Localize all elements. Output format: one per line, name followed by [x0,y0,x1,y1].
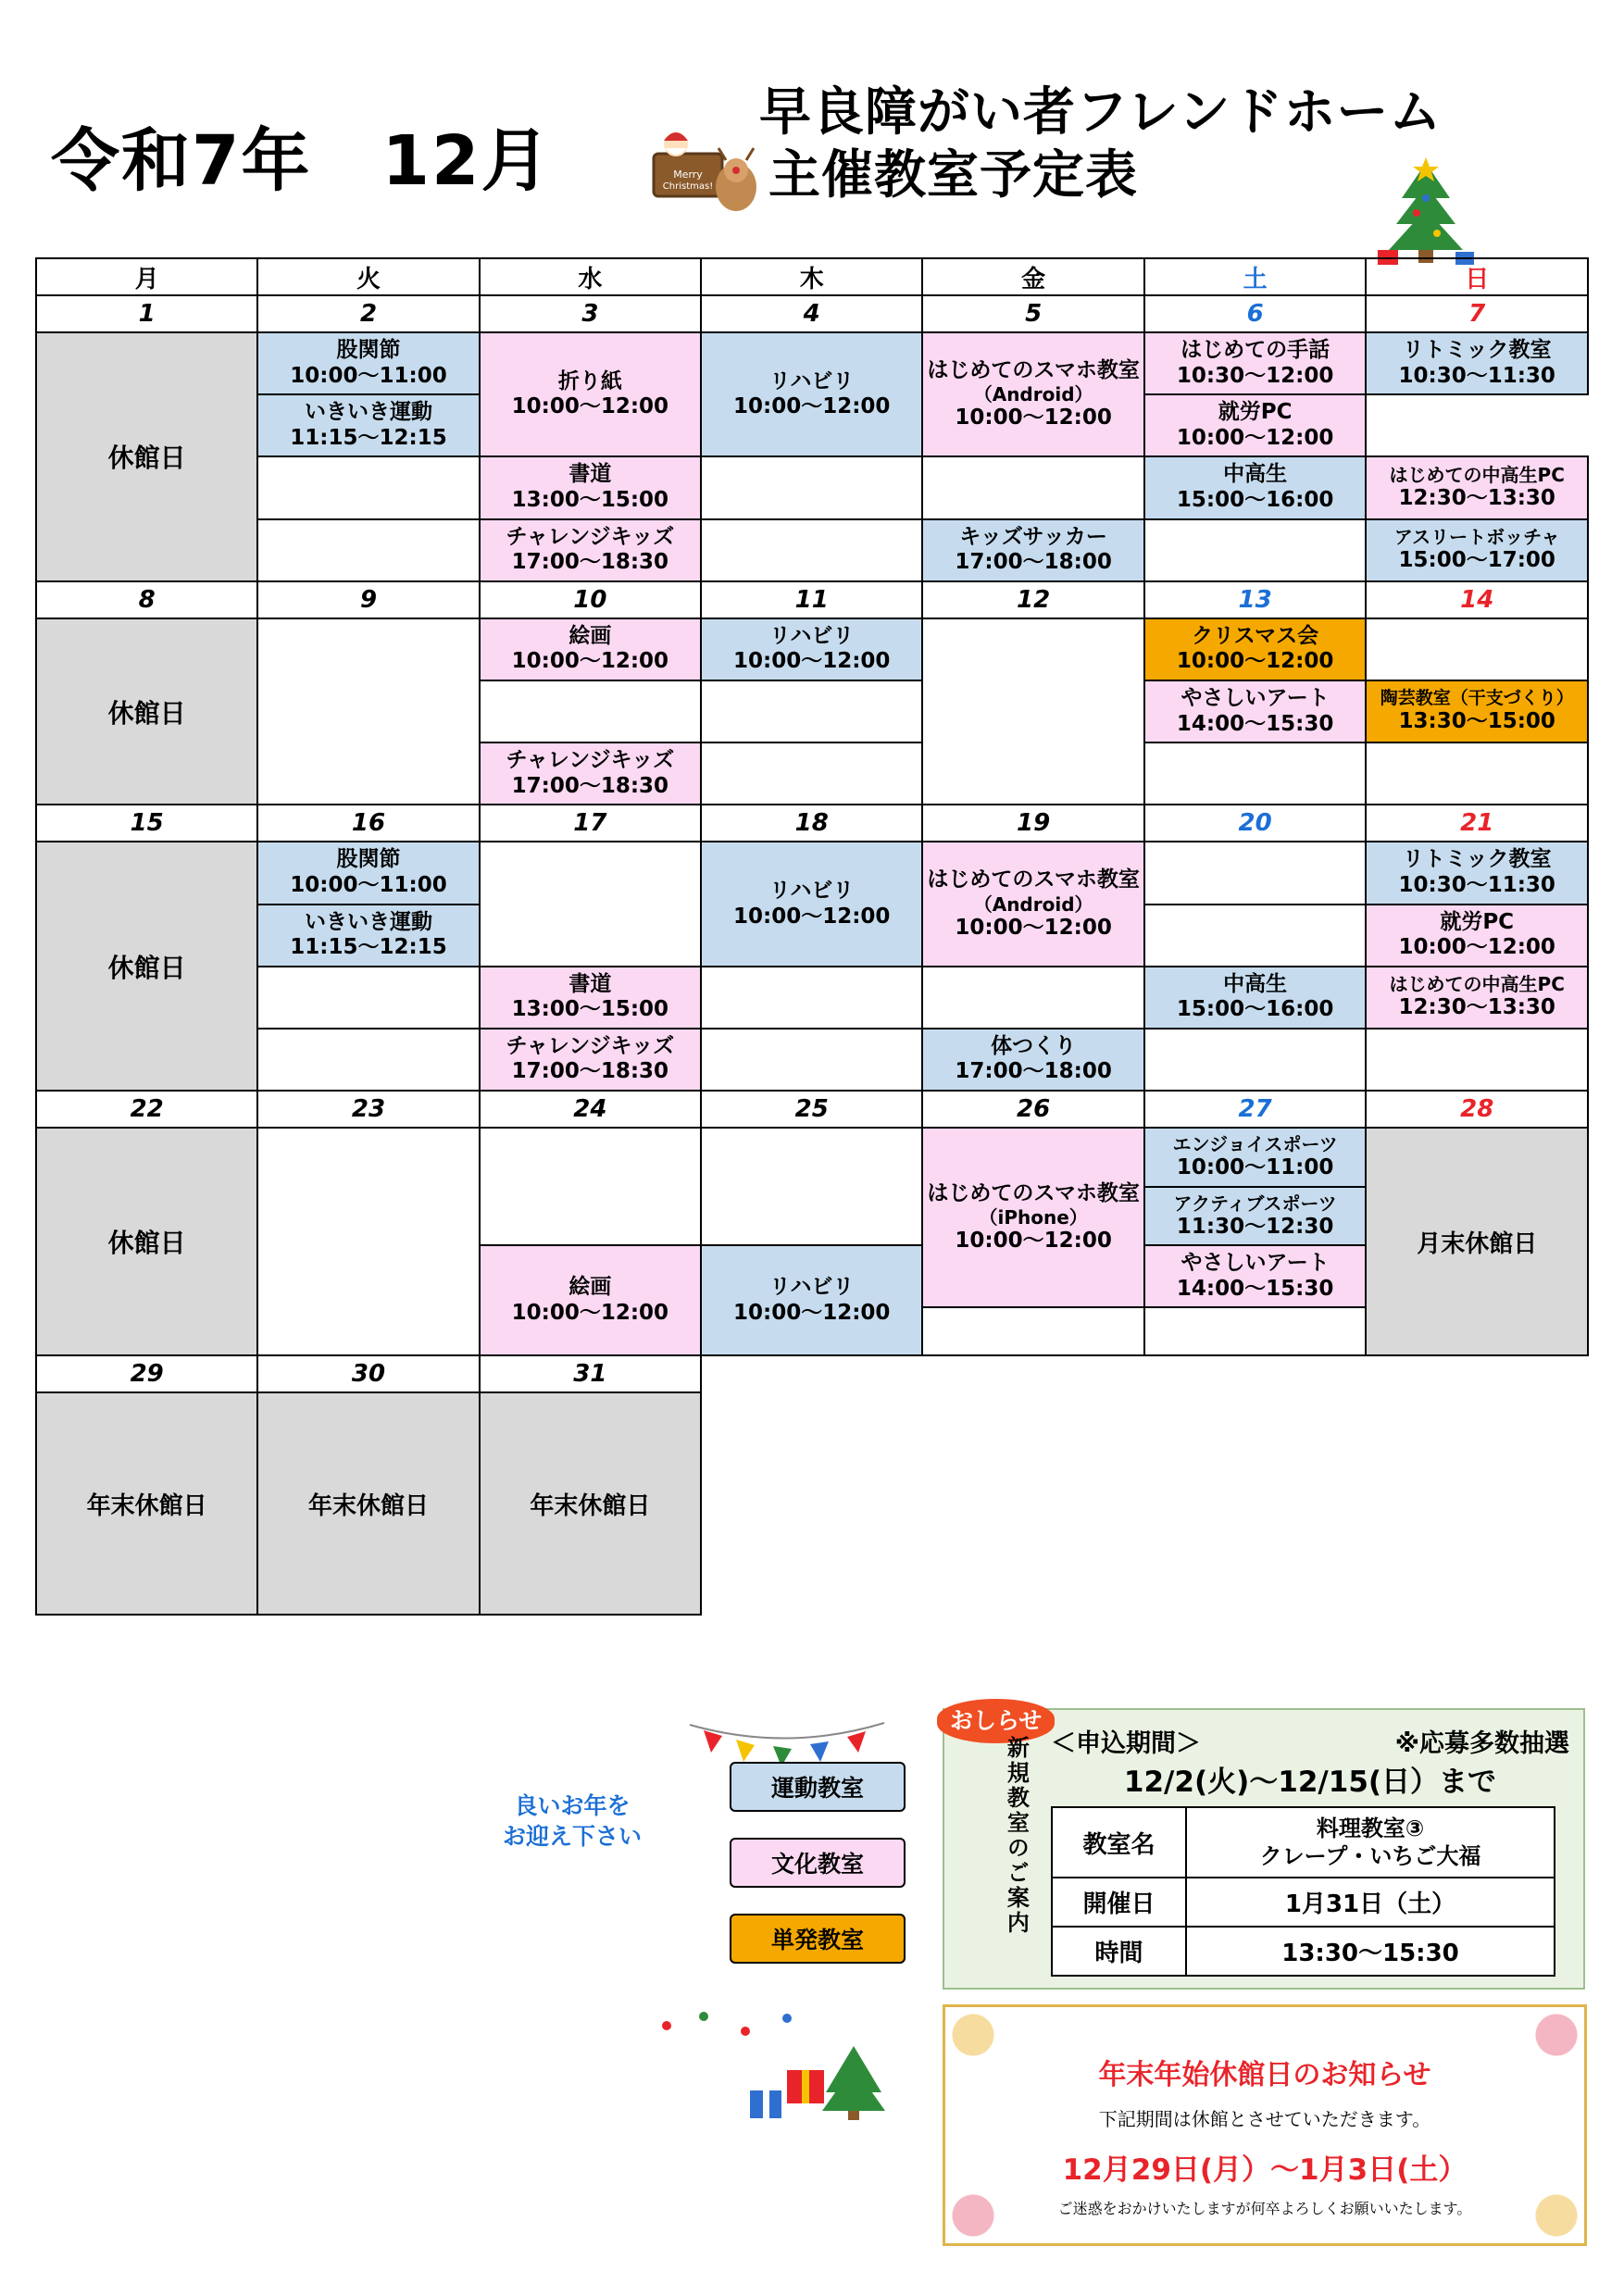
event-time: 15:00～16:00 [1176,997,1334,1022]
daynum: 12 [922,581,1144,618]
event-name: チャレンジキッズ [506,748,675,773]
event-sub: （Android） [973,383,1093,406]
dow-header-row [36,258,1588,295]
daynum: 18 [701,805,922,842]
event-cell [1366,519,1588,581]
event-name: 体つくり [991,1033,1077,1058]
announcement-table [1051,1806,1555,1977]
daynum: 1 [36,295,257,332]
daynum: 23 [257,1091,479,1128]
legend-sports: 運動教室 [730,1762,906,1812]
empty-cell [257,618,479,805]
event-cell [480,456,701,518]
event-time: 13:30～15:00 [1398,709,1555,734]
empty-cell [922,456,1144,518]
daynum: 27 [1144,1091,1367,1128]
daynum: 29 [36,1355,257,1392]
event-name: 中高生 [1223,462,1288,487]
daynum: 13 [1144,581,1367,618]
event-sub: （iPhone） [979,1206,1088,1229]
empty-cell [922,618,1144,805]
daynum: 3 [480,295,701,332]
event-time: 17:00～18:30 [511,773,669,798]
event-time: 10:00～12:00 [732,649,891,674]
event-time: 10:30～12:00 [1176,363,1334,388]
holiday-note: ご迷惑をおかけいたしますが何卒よろしくお願いいたします。 [1057,2200,1472,2217]
event-name: やさしいアート [1181,1251,1330,1276]
event-name: アクティブスポーツ [1173,1192,1337,1215]
event-cell [1144,394,1367,456]
day-cell-closed: 年末休館日 [36,1392,257,1615]
daynum-row-week4 [36,1091,1588,1128]
event-name: 書道 [568,971,612,996]
event-name: やさしいアート [1181,685,1330,710]
event-time: 10:00～12:00 [955,1229,1112,1254]
event-time: 15:00～16:00 [1176,487,1334,512]
daynum: 22 [36,1091,257,1128]
day-cell-closed: 休館日 [36,842,257,1091]
event-name: 就労PC [1440,909,1515,934]
event-time: 15:00～17:00 [1398,548,1555,573]
daynum: 17 [480,805,701,842]
apply-period-label: ＜申込期間＞ [1051,1729,1201,1758]
event-name: リハビリ [769,623,855,648]
legend [730,1762,906,1990]
page-date: 令和7年 12月 [51,121,552,201]
event-cell [1366,456,1588,518]
empty-cell [480,842,701,966]
daynum: 16 [257,805,479,842]
week3-row4 [36,1029,1588,1091]
event-name: 書道 [568,462,612,487]
announcement-vertical-title: 新規教室のご案内 [1003,1736,1030,1936]
daynum: 30 [257,1355,479,1392]
event-name: クリスマス会 [1192,623,1319,648]
event-cell [922,332,1144,456]
daynum: 6 [1144,295,1367,332]
notes-area-spacer [1366,1355,1588,1615]
dow-mon: 月 [36,258,257,295]
event-cell [1144,618,1367,680]
empty-cell [922,1307,1144,1355]
event-name: 陶芸教室（干支づくり） [1380,688,1574,709]
daynum: 7 [1366,295,1588,332]
empty-cell [701,456,922,518]
week2-row1 [36,618,1588,680]
event-cell [257,332,479,394]
dow-fri: 金 [922,258,1144,295]
event-name: はじめてのスマホ教室 [927,357,1140,382]
empty-cell [257,456,479,518]
empty-cell [480,680,701,742]
empty-cell [257,519,479,581]
daynum-row-week3 [36,805,1588,842]
event-time: 14:00～15:30 [1176,1276,1334,1301]
day-cell-closed: 休館日 [36,1128,257,1355]
event-name: いきいき運動 [305,400,433,425]
event-cell [701,1245,922,1355]
event-cell [701,618,922,680]
event-time: 10:30～11:30 [1398,872,1555,897]
good-year-greeting [461,1791,683,1852]
event-name: 折り紙 [557,368,622,393]
day-cell-closed: 月末休館日 [1366,1128,1588,1355]
dow-tue: 火 [257,258,479,295]
empty-cell [1144,519,1367,581]
event-name: エンジョイスポーツ [1172,1133,1338,1156]
event-cell [480,1029,701,1091]
holiday-title: 年末年始休館日のお知らせ [1098,2059,1431,2091]
daynum: 21 [1366,805,1588,842]
event-name: いきいき運動 [305,909,433,934]
svg-text:Christmas!: Christmas! [662,181,714,192]
event-cell [257,905,479,967]
event-time: 10:00～11:00 [290,872,447,897]
event-name: チャレンジキッズ [506,524,675,549]
lottery-note: ※応募多数抽選 [1394,1729,1569,1758]
event-time: 10:00～12:00 [1176,425,1334,450]
daynum: 4 [701,295,922,332]
class-name-line1: 料理教室③ [1316,1816,1425,1841]
week3-row3 [36,967,1588,1029]
notes-area-spacer [1144,1355,1367,1615]
event-name: はじめての手話 [1181,338,1330,362]
event-name: リハビリ [769,368,855,393]
daynum-row-week5 [36,1355,1588,1392]
event-time: 10:00～12:00 [511,649,669,674]
good-year-line2: お迎え下さい [502,1822,642,1850]
event-time: 10:00～12:00 [955,406,1112,430]
event-cell [480,332,701,456]
daynum: 19 [922,805,1144,842]
week1-row3 [36,456,1588,518]
event-name: はじめてのスマホ教室 [927,867,1140,892]
empty-cell [257,967,479,1029]
apply-period-value: 12/2(火)～12/15(日）まで [1123,1766,1497,1799]
page-title-line1: 早良障がい者フレンドホーム [759,82,1443,143]
empty-cell [480,1128,701,1245]
table-row [1052,1927,1555,1976]
event-cell [480,1245,701,1355]
event-cell [1144,1245,1367,1307]
event-time: 13:00～15:00 [511,487,669,512]
event-time: 12:30～13:30 [1398,995,1555,1020]
event-cell [1366,842,1588,904]
event-time: 10:00～12:00 [1398,935,1555,960]
event-name: アスリートボッチャ [1393,526,1560,549]
daynum: 28 [1366,1091,1588,1128]
event-time: 11:15～12:15 [290,935,447,960]
empty-cell [1144,1307,1367,1355]
event-time: 10:00～12:00 [732,394,891,419]
empty-cell [922,967,1144,1029]
event-cell [1366,680,1588,742]
event-name: リハビリ [769,878,855,903]
row-value: 13:30～15:30 [1186,1927,1555,1976]
event-cell [480,519,701,581]
event-cell [257,842,479,904]
empty-cell [1366,742,1588,805]
holiday-subtitle: 下記期間は休館とさせていただきます。 [1098,2108,1431,2130]
empty-cell [701,967,922,1029]
table-row [1052,1807,1555,1878]
row-label: 時間 [1052,1927,1186,1976]
daynum: 14 [1366,581,1588,618]
day-cell-closed: 休館日 [36,618,257,805]
empty-cell [1144,742,1367,805]
daynum: 11 [701,581,922,618]
event-cell [480,742,701,805]
event-name: はじめての中高生PC [1389,464,1565,487]
dow-sun: 日 [1366,258,1588,295]
notes-area-spacer [922,1355,1144,1615]
day-cell-closed: 休館日 [36,332,257,581]
event-cell [1366,905,1588,967]
announcement-badge: おしらせ [937,1699,1055,1743]
daynum-row-week2 [36,581,1588,618]
event-time: 13:00～15:00 [511,997,669,1022]
event-name: リハビリ [769,1275,855,1300]
santa-claus-icon [648,130,768,241]
daynum: 15 [36,805,257,842]
empty-cell [701,742,922,805]
page-title [759,81,1442,208]
event-time: 10:00～11:00 [290,363,447,388]
event-cell [1144,967,1367,1029]
event-time: 17:00～18:30 [511,1059,669,1084]
event-cell [922,519,1144,581]
notes-area-spacer [701,1355,922,1615]
event-cell [257,394,479,456]
event-cell [480,618,701,680]
empty-cell [701,1029,922,1091]
event-time: 11:15～12:15 [290,425,447,450]
event-cell [922,842,1144,966]
day-cell-closed: 年末休館日 [257,1392,479,1615]
empty-cell [701,519,922,581]
event-time: 17:00～18:00 [955,1059,1112,1084]
legend-oneshot: 単発教室 [730,1914,906,1964]
dow-sat: 土 [1144,258,1367,295]
event-name: 股関節 [336,847,401,872]
event-time: 10:00～12:00 [732,1300,891,1325]
event-cell [1144,332,1367,394]
week4-row1 [36,1128,1588,1187]
dow-thu: 木 [701,258,922,295]
event-cell [1144,1128,1367,1187]
event-time: 14:00～15:30 [1176,711,1334,736]
legend-culture: 文化教室 [730,1838,906,1888]
event-cell [1366,332,1588,394]
announcement-header [1051,1723,1569,1759]
daynum: 5 [922,295,1144,332]
event-cell [1144,1187,1367,1246]
empty-cell [1144,1029,1367,1091]
event-time: 17:00～18:00 [955,550,1112,575]
daynum: 2 [257,295,479,332]
new-class-announcement [943,1708,1585,1990]
event-name: 絵画 [568,623,612,648]
event-time: 11:30～12:30 [1176,1214,1334,1239]
daynum: 10 [480,581,701,618]
event-time: 10:00～12:00 [955,915,1112,940]
christmas-tree-icon [1370,157,1481,268]
daynum: 25 [701,1091,922,1128]
event-name: 就労PC [1218,400,1293,425]
event-time: 10:00～12:00 [511,1300,669,1325]
empty-cell [1366,618,1588,680]
good-year-line1: 良いお年を [514,1792,631,1819]
daynum: 24 [480,1091,701,1128]
row-value [1186,1807,1555,1878]
empty-cell [257,1128,479,1355]
event-name: 中高生 [1223,971,1288,996]
row-value: 1月31日（土） [1186,1878,1555,1927]
svg-text:Merry: Merry [673,168,703,181]
daynum: 8 [36,581,257,618]
event-cell [1144,456,1367,518]
empty-cell [1144,905,1367,967]
event-cell [1366,967,1588,1029]
event-cell [922,1029,1144,1091]
week3-row1 [36,842,1588,904]
schedule-calendar [35,257,1589,1616]
event-name: 絵画 [568,1275,612,1300]
page-title-line2: 主催教室予定表 [768,145,1138,206]
event-time: 10:00～11:00 [1176,1155,1334,1180]
event-cell [480,967,701,1029]
day-cell-closed: 年末休館日 [480,1392,701,1615]
week1-row4 [36,519,1588,581]
row-label: 教室名 [1052,1807,1186,1878]
event-time: 10:30～11:30 [1398,363,1555,388]
event-time: 12:30～13:30 [1398,486,1555,511]
daynum: 20 [1144,805,1367,842]
dow-wed: 水 [480,258,701,295]
event-cell [701,842,922,966]
event-name: チャレンジキッズ [506,1033,675,1058]
row-label: 開催日 [1052,1878,1186,1927]
event-time: 17:00～18:30 [511,550,669,575]
event-name: はじめてのスマホ教室 [927,1180,1140,1205]
page-header [0,56,1624,241]
event-name: 股関節 [336,338,401,362]
holiday-closure-notice [943,2004,1587,2246]
empty-cell [1144,842,1367,904]
daynum: 9 [257,581,479,618]
empty-cell [701,1128,922,1245]
event-cell [1144,680,1367,742]
event-time: 10:00～12:00 [511,394,669,419]
empty-cell [701,680,922,742]
empty-cell [1366,1029,1588,1091]
event-name: キッズサッカー [959,524,1107,549]
class-name-line2: クレープ・いちご大福 [1259,1843,1481,1869]
event-name: リトミック教室 [1402,338,1552,362]
daynum-row-week1 [36,295,1588,332]
event-time: 10:00～12:00 [732,904,891,929]
event-cell [922,1128,1144,1307]
event-name: リトミック教室 [1402,847,1552,872]
event-sub: （Android） [973,892,1093,916]
event-time: 10:00～12:00 [1176,649,1334,674]
event-cell [701,332,922,456]
daynum: 26 [922,1091,1144,1128]
bottom-notes-area [674,1708,1589,2245]
event-name: はじめての中高生PC [1389,973,1565,996]
week1-row1 [36,332,1588,394]
table-row [1052,1878,1555,1927]
daynum: 31 [480,1355,701,1392]
empty-cell [257,1029,479,1091]
holiday-dates: 12月29日(月）～1月3日(土） [1062,2153,1468,2187]
